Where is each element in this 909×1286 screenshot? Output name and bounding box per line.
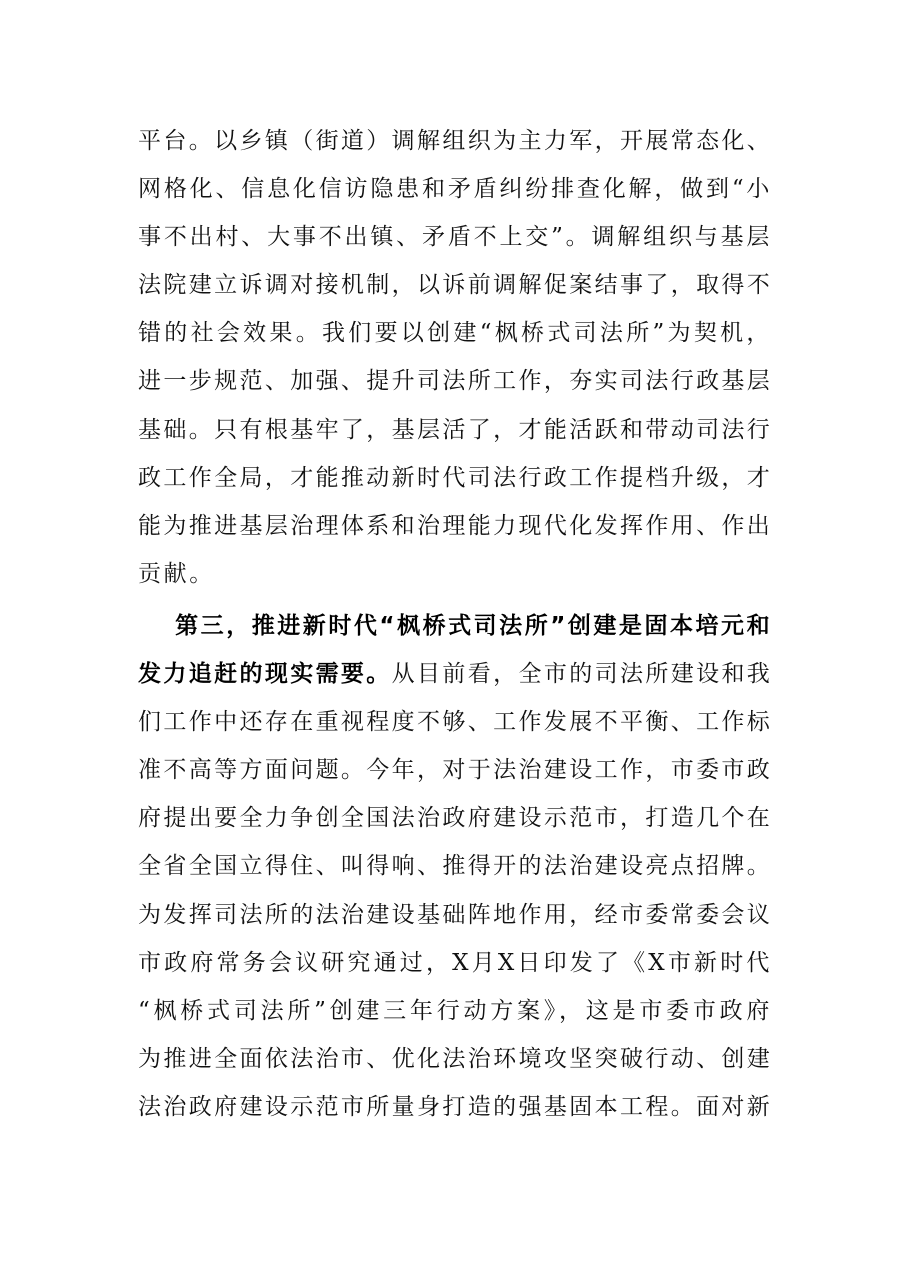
text-line: 法治政府建设示范市所量身打造的强基固本工程。面对新 — [138, 1093, 772, 1120]
text-line: 准不高等方面问题。今年，对于法治建设工作，市委市政 — [138, 757, 772, 784]
paragraph-2 — [138, 602, 772, 1131]
section-heading-line — [138, 602, 772, 650]
text-line: 市政府常务会议研究通过，X月X日印发了《X市新时代 — [138, 949, 772, 976]
text-line: 为推进全面依法治市、优化法治环境攻坚突破行动、创建 — [138, 1045, 772, 1072]
text-line — [138, 650, 772, 698]
text-line: 府提出要全力争创全国法治政府建设示范市，打造几个在 — [138, 805, 772, 832]
text-line: 网格化、信息化信访隐患和矛盾纠纷排查化解，做到“小 — [138, 176, 772, 203]
text-line: 法院建立诉调对接机制，以诉前调解促案结事了，取得不 — [138, 272, 772, 299]
text-line: 政工作全局，才能推动新时代司法行政工作提档升级，才 — [138, 464, 772, 491]
paragraph-1 — [138, 117, 772, 598]
text-line: 全省全国立得住、叫得响、推得开的法治建设亮点招牌。 — [138, 853, 772, 880]
text-line: 错的社会效果。我们要以创建“枫桥式司法所”为契机， — [138, 320, 772, 347]
text-line: 能为推进基层治理体系和治理能力现代化发挥作用、作出 — [138, 512, 772, 539]
text-line: 为发挥司法所的法治建设基础阵地作用，经市委常委会议 — [138, 901, 772, 928]
text-line: 基础。只有根基牢了，基层活了，才能活跃和带动司法行 — [138, 416, 772, 443]
section-heading-continued: 发力追赶的现实需要。 — [138, 661, 392, 688]
section-heading: 第三，推进新时代“枫桥式司法所”创建是固本培元和 — [175, 613, 772, 639]
body-text: 从目前看，全市的司法所建设和我 — [391, 661, 772, 688]
text-line: 事不出村、大事不出镇、矛盾不上交”。调解组织与基层 — [138, 224, 772, 251]
text-line: 平台。以乡镇（街道）调解组织为主力军，开展常态化、 — [138, 128, 772, 154]
text-line: 进一步规范、加强、提升司法所工作，夯实司法行政基层 — [138, 368, 772, 395]
text-line: 贡献。 — [138, 560, 215, 587]
text-line: “枫桥式司法所”创建三年行动方案》，这是市委市政府 — [138, 997, 772, 1024]
text-line: 们工作中还存在重视程度不够、工作发展不平衡、工作标 — [138, 709, 772, 736]
